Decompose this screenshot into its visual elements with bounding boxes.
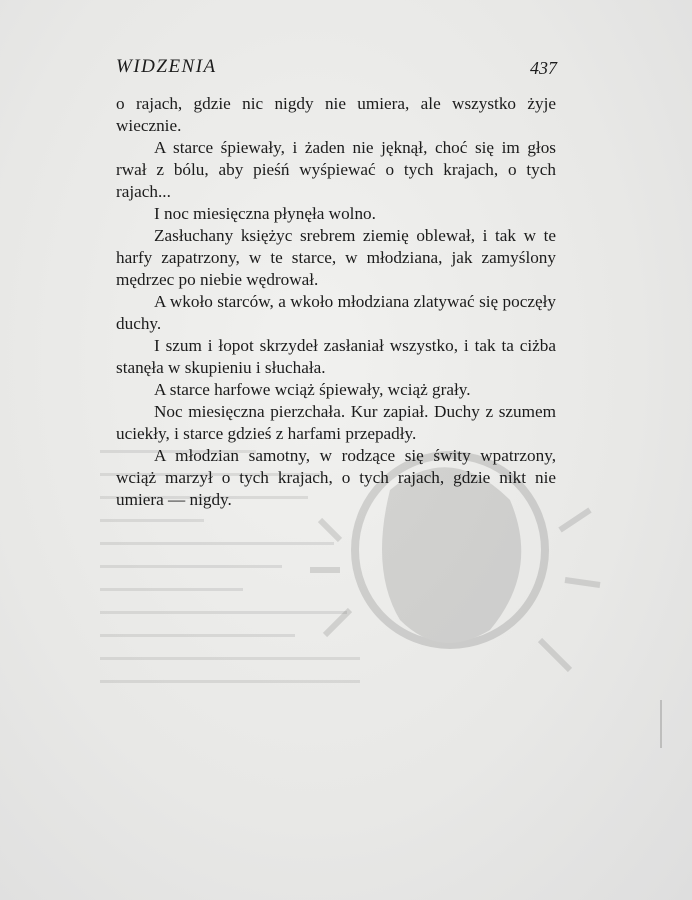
paragraph: o rajach, gdzie nic nigdy nie umiera, ale wszystko żyje wiecznie. (116, 94, 556, 135)
paragraph: A starce śpiewały, i żaden nie jęknął, choć się im głos rwał z bólu, aby pieśń wyśpiewać o tych krajach, o tych rajach... (116, 138, 556, 201)
page-edge-mark (660, 700, 662, 748)
paragraph: A wkoło starców, a wkoło młodziana zlatywać się poczęły duchy. (116, 292, 556, 333)
paragraph: Zasłuchany księżyc srebrem ziemię oblewał, i tak w te harfy zapatrzony, w te starce, w młodziana, jak zamyślony mędrzec po niebie wędrował. (116, 226, 556, 289)
paragraph: A starce harfowe wciąż śpiewały, wciąż grały. (154, 380, 471, 399)
paragraph: I szum i łopot skrzydeł zasłaniał wszystko, i tak ta ciżba stanęła w skupieniu i słuchała. (116, 336, 556, 377)
page-header (116, 56, 557, 84)
paragraph: A młodzian samotny, w rodzące się świty wpatrzony, wciąż marzył o tych krajach, o tych rajach, gdzie nikt nie umiera — nigdy. (116, 446, 556, 509)
running-title: WIDZENIA (116, 56, 217, 77)
paragraph: Noc miesięczna pierzchała. Kur zapiał. Duchy z szumem uciekły, i starce gdzieś z harfami przepadły. (116, 402, 556, 443)
page-number: 437 (530, 58, 557, 78)
paragraph: I noc miesięczna płynęła wolno. (154, 204, 376, 223)
body-text (116, 93, 556, 511)
